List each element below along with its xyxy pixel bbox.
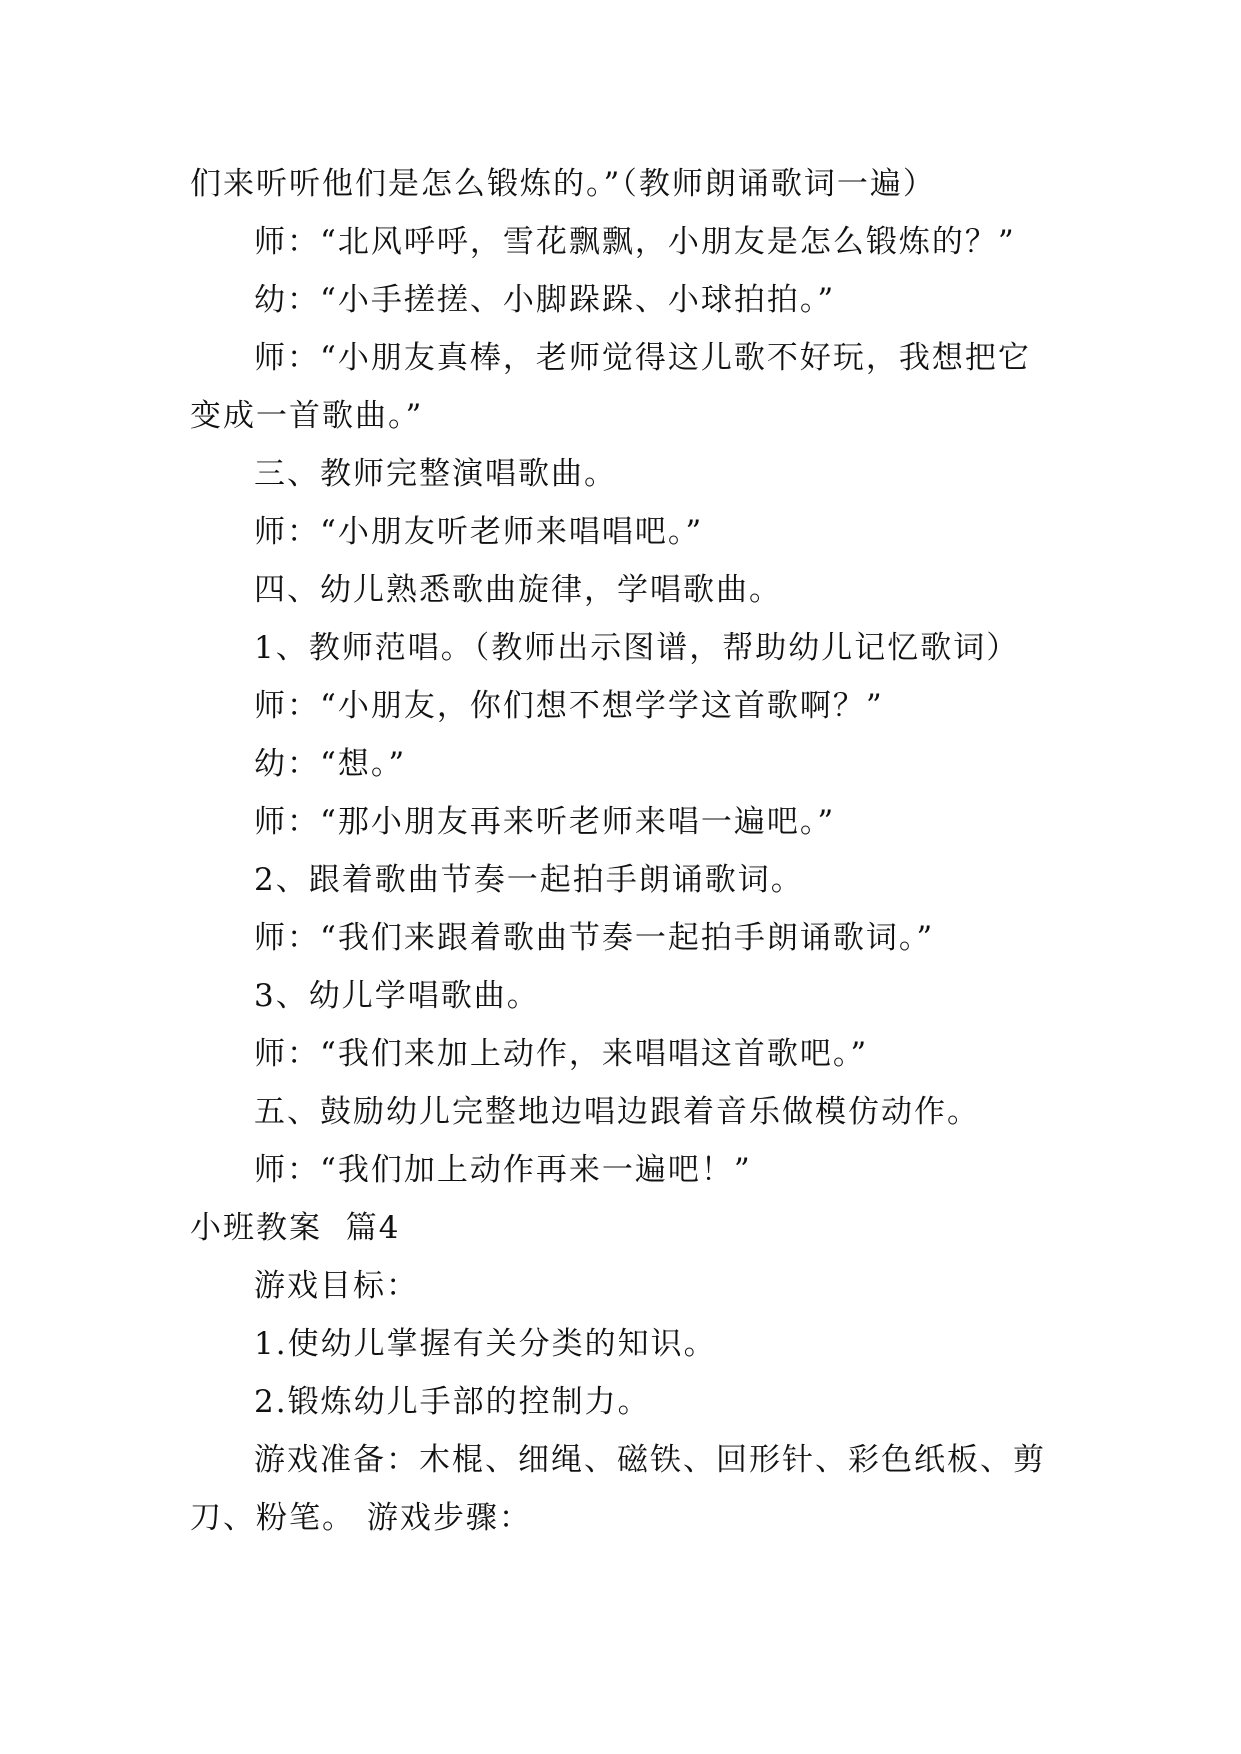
dialogue-line: 幼：“想。” xyxy=(254,746,407,782)
preparation-line: 游戏准备：木棍、细绳、磁铁、回形针、彩色纸板、剪 xyxy=(254,1442,1046,1478)
dialogue-line: 师：“那小朋友再来听老师来唱一遍吧。” xyxy=(254,804,836,840)
section-heading: 三、教师完整演唱歌曲。 xyxy=(254,456,617,492)
list-item: 1.使幼儿掌握有关分类的知识。 xyxy=(254,1326,717,1362)
lesson-title: 小班教案 篇4 xyxy=(190,1210,401,1246)
preparation-line-continuation: 刀、粉笔。 游戏步骤： xyxy=(190,1500,532,1536)
dialogue-line: 幼：“小手搓搓、小脚跺跺、小球拍拍。” xyxy=(254,282,836,318)
paragraph-continuation: 们来听听他们是怎么锻炼的。”（教师朗诵歌词一遍） xyxy=(190,166,936,202)
step-line: 3、幼儿学唱歌曲。 xyxy=(254,978,540,1014)
dialogue-line-continuation: 变成一首歌曲。” xyxy=(190,398,424,434)
section-heading: 四、幼儿熟悉歌曲旋律，学唱歌曲。 xyxy=(254,572,782,608)
section-heading: 五、鼓励幼儿完整地边唱边跟着音乐做模仿动作。 xyxy=(254,1094,980,1130)
dialogue-line: 师：“我们来跟着歌曲节奏一起拍手朗诵歌词。” xyxy=(254,920,935,956)
dialogue-line: 师：“小朋友听老师来唱唱吧。” xyxy=(254,514,704,550)
document-body xyxy=(190,155,1060,1547)
step-line: 1、教师范唱。（教师出示图谱，帮助幼儿记忆歌词） xyxy=(254,630,1020,666)
dialogue-line: 师：“小朋友真棒，老师觉得这儿歌不好玩，我想把它 xyxy=(254,340,1031,376)
dialogue-line: 师：“我们加上动作再来一遍吧！” xyxy=(254,1152,752,1188)
dialogue-line: 师：“我们来加上动作，来唱唱这首歌吧。” xyxy=(254,1036,869,1072)
list-item: 2.锻炼幼儿手部的控制力。 xyxy=(254,1384,651,1420)
step-line: 2、跟着歌曲节奏一起拍手朗诵歌词。 xyxy=(254,862,804,898)
dialogue-line: 师：“北风呼呼，雪花飘飘，小朋友是怎么锻炼的？” xyxy=(254,224,1016,260)
dialogue-line: 师：“小朋友，你们想不想学学这首歌啊？” xyxy=(254,688,884,724)
subsection-heading: 游戏目标： xyxy=(254,1268,419,1304)
